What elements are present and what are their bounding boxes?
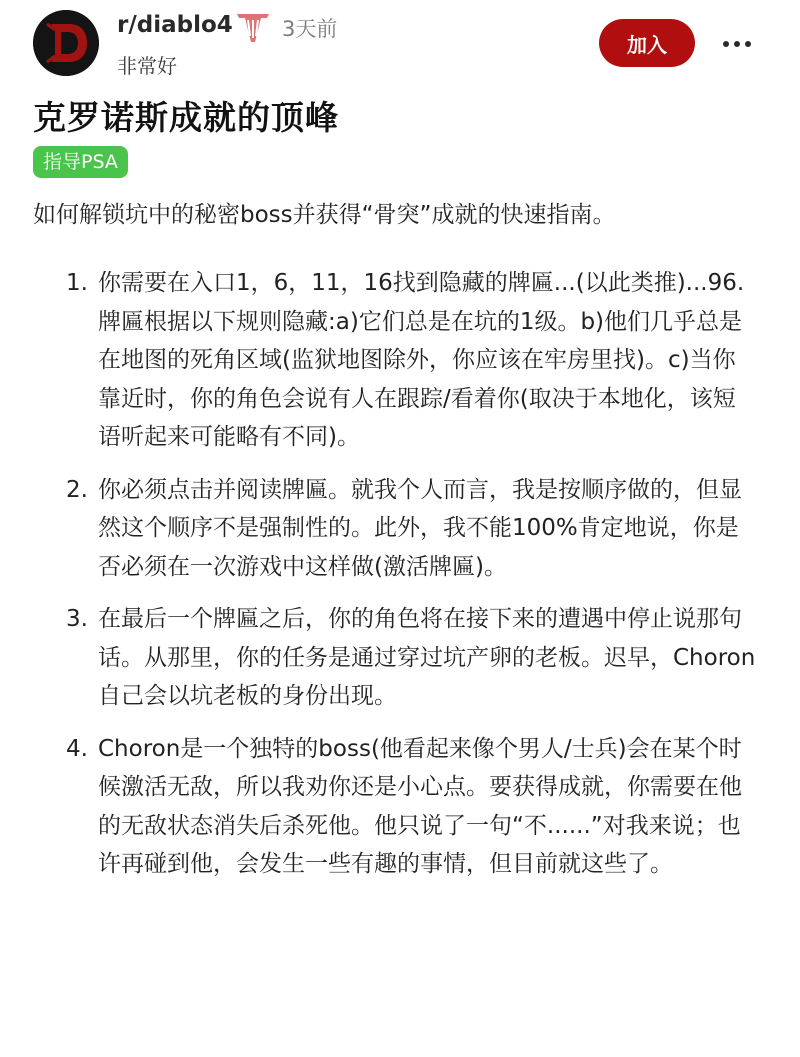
guide-list (0, 264, 800, 898)
list-number: 4. (66, 735, 88, 762)
list-item (0, 471, 800, 587)
list-number: 1. (66, 270, 88, 296)
list-number: 3. (66, 606, 88, 632)
list-text: Choron是一个独特的boss(他看起来像个男人/士兵)会在某个时候激活无敌，所以我劝你还是小心点。要获得成就，你需要在他的无敌状态消失后杀死他。他只说了一句“不......”对我来说；也许再碰到他，会发生一些有趣的事情，但目前就这些了。 (98, 735, 742, 877)
post-header (0, 0, 800, 88)
list-text: 你必须点击并阅读牌匾。就我个人而言，我是按顺序做的，但显然这个顺序不是强制性的。此外，我不能100%肯定地说，你是否必须在一次游戏中这样做(激活牌匾)。 (98, 476, 742, 580)
diablo-iv-flair-icon (233, 8, 273, 48)
list-item (0, 264, 800, 457)
post-flair-badge[interactable]: 指导PSA (33, 146, 128, 178)
list-item (0, 600, 800, 716)
post-intro: 如何解锁坑中的秘密boss并获得“骨突”成就的快速指南。 (33, 202, 616, 228)
dot (745, 41, 751, 47)
list-number: 2. (66, 476, 88, 503)
user-flair: 非常好 (117, 54, 177, 78)
list-text: 在最后一个牌匾之后，你的角色将在接下来的遭遇中停止说那句话。从那里，你的任务是通过穿过坑产卵的老板。迟早，Choron自己会以坑老板的身份出现。 (98, 606, 756, 709)
community-name[interactable]: r/diablo4 (117, 12, 233, 38)
dot (723, 41, 729, 47)
post-title[interactable]: 克罗诺斯成就的顶峰 (33, 98, 339, 137)
more-options-icon[interactable] (714, 26, 760, 62)
list-text: 你需要在入口1，6，11，16找到隐藏的牌匾...(以此类推)...96.牌匾根据以下规则隐藏:a)它们总是在坑的1级。b)他们几乎总是在地图的死角区域(监狱地图除外，你应该在牢房里找)。c)当你靠近时，你的角色会说有人在跟踪/看着你(取决于本地化，该短语听起来可能略有不同)。 (98, 270, 745, 450)
diablo-logo-icon[interactable] (33, 10, 99, 76)
join-button[interactable]: 加入 (599, 19, 695, 67)
list-item (0, 730, 800, 884)
dot (734, 41, 740, 47)
post-time: 3天前 (282, 17, 338, 41)
